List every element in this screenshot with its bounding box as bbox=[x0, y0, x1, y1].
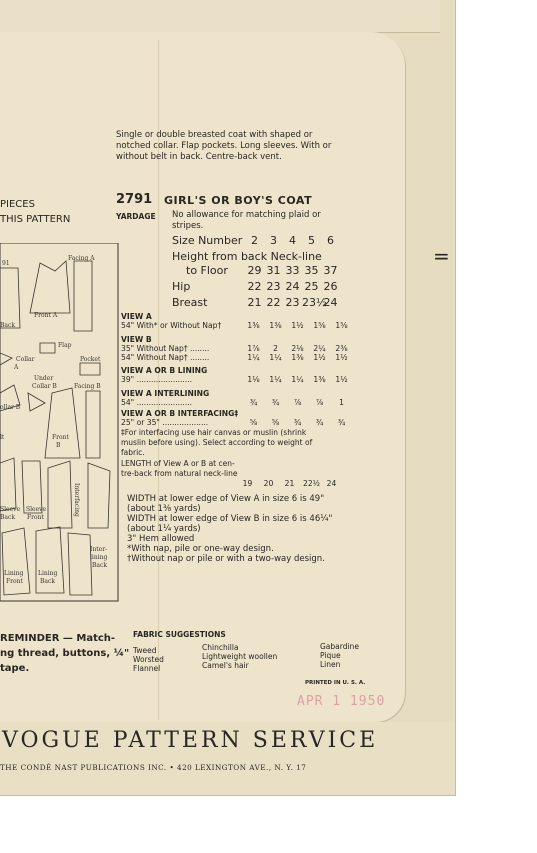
yardage-value: 2¼ bbox=[313, 344, 326, 353]
reminder-line-1: REMINDER — Match- bbox=[0, 633, 116, 644]
size-3: 3 bbox=[270, 234, 277, 247]
fabric-heading: FABRIC SUGGESTIONS bbox=[133, 630, 226, 639]
yardage-value: 2⅜ bbox=[335, 344, 348, 353]
piece-label: Collar bbox=[16, 356, 35, 363]
pattern-number: 2791 bbox=[116, 192, 153, 207]
piece-label: lining bbox=[90, 554, 108, 561]
fabric-item: Tweed bbox=[133, 646, 157, 655]
width-b-note-1: WIDTH at lower edge of View B in size 6 is 46¼" bbox=[127, 514, 333, 524]
yardage-value: 1⅜ bbox=[313, 375, 326, 384]
breast-value: 22 bbox=[266, 296, 281, 309]
yardage-section-heading: VIEW A OR B LINING bbox=[121, 366, 208, 375]
width-a-note-1: WIDTH at lower edge of View A in size 6 is 49" bbox=[127, 494, 325, 504]
yardage-value: ¾ bbox=[271, 398, 280, 407]
piece-label: Sleeve bbox=[0, 506, 21, 513]
fabric-item: Chinchilla bbox=[202, 643, 239, 652]
hip-label: Hip bbox=[172, 280, 191, 293]
height-value: 31 bbox=[266, 264, 281, 277]
fabric-item: Pique bbox=[320, 651, 341, 660]
yardage-section-heading: VIEW B bbox=[121, 335, 152, 344]
piece-label: Under bbox=[34, 375, 54, 382]
yardage-row-values bbox=[246, 375, 349, 384]
size-4: 4 bbox=[289, 234, 296, 247]
fold-mark: = bbox=[433, 244, 450, 268]
nap-note-2: †Without nap or pile or with a two-way design. bbox=[127, 554, 325, 564]
yardage-value: 1¼ bbox=[291, 375, 304, 384]
piece-under-collar-b-outline bbox=[28, 393, 45, 411]
vogue-pattern-service: VOGUE PATTERN SERVICE bbox=[2, 728, 379, 753]
height-value: 33 bbox=[285, 264, 300, 277]
piece-label: Sleeve bbox=[26, 506, 47, 513]
breast-label: Breast bbox=[172, 296, 208, 309]
hip-value: 23 bbox=[266, 280, 281, 293]
breast-value: 23 bbox=[285, 296, 300, 309]
yardage-value: 1 bbox=[339, 398, 344, 407]
piece-label: Back bbox=[0, 322, 15, 329]
fabric-item: Flannel bbox=[133, 664, 161, 673]
piece-label: Flap bbox=[58, 342, 72, 349]
width-a-note-2: (about 1⅜ yards) bbox=[127, 504, 201, 514]
yardage-value: 2⅛ bbox=[291, 344, 304, 353]
piece-label: Facing A bbox=[68, 255, 95, 262]
yardage-value: 1¼ bbox=[269, 353, 282, 362]
yardage-value: 1⅜ bbox=[291, 353, 304, 362]
yardage-value: 1⅝ bbox=[313, 321, 326, 330]
length-note-2: tre-back from natural neck-line bbox=[121, 469, 238, 478]
yardage-row-label: 25" or 35" ................... bbox=[121, 418, 209, 427]
yardage-value: ¾ bbox=[249, 398, 258, 407]
hip-values bbox=[245, 280, 340, 293]
piece-label: lt bbox=[0, 434, 5, 441]
envelope-top-flap bbox=[0, 0, 440, 33]
piece-front-b-outline bbox=[45, 388, 80, 458]
description-line-2: notched collar. Flap pockets. Long sleeves. With or bbox=[116, 141, 332, 151]
yardage-section-heading: VIEW A INTERLINING bbox=[121, 389, 210, 398]
interfacing-note-2: muslin before using). Select according to weight of bbox=[121, 438, 313, 447]
yardage-value: 1½ bbox=[335, 375, 348, 384]
this-pattern-label: THIS PATTERN bbox=[0, 214, 71, 225]
hip-value: 22 bbox=[247, 280, 262, 293]
height-value: 29 bbox=[247, 264, 262, 277]
size-2: 2 bbox=[251, 234, 258, 247]
yardage-row-values bbox=[246, 344, 349, 353]
length-value: 22½ bbox=[303, 479, 321, 488]
yardage-label: YARDAGE bbox=[116, 212, 156, 221]
fabric-item: Camel's hair bbox=[202, 661, 249, 670]
width-b-note-2: (about 1¼ yards) bbox=[127, 524, 201, 534]
length-value: 24 bbox=[326, 479, 337, 488]
piece-label: B bbox=[56, 442, 61, 449]
description-line-3: without belt in back. Centre-back vent. bbox=[116, 152, 282, 162]
size-5: 5 bbox=[308, 234, 315, 247]
yardage-row-label: 39" ....................... bbox=[121, 375, 193, 384]
breast-value: 23½ bbox=[302, 296, 327, 309]
fabric-item: Linen bbox=[320, 660, 341, 669]
yardage-row-values bbox=[246, 418, 349, 427]
yardage-value: ⅝ bbox=[271, 418, 280, 427]
yardage-value: ¾ bbox=[315, 418, 324, 427]
yardage-value: 1⅝ bbox=[335, 321, 348, 330]
yardage-row-values bbox=[246, 353, 349, 362]
piece-label: Collar B bbox=[32, 383, 57, 390]
yardage-value: 2 bbox=[273, 344, 278, 353]
yardage-value: ¾ bbox=[337, 418, 346, 427]
printed-in-usa: PRINTED IN U. S. A. bbox=[305, 680, 366, 686]
yardage-section-heading: VIEW A OR B INTERFACING‡ bbox=[121, 409, 239, 418]
piece-label: Lining bbox=[38, 570, 58, 577]
piece-pocket-outline bbox=[80, 363, 100, 375]
piece-front-a-outline bbox=[30, 261, 70, 313]
date-stamp: APR 1 1950 bbox=[297, 694, 386, 709]
yardage-value: ⅝ bbox=[249, 418, 258, 427]
piece-collar-a-outline bbox=[0, 353, 12, 365]
height-label-1: Height from back Neck-line bbox=[172, 250, 322, 263]
length-note-1: LENGTH of View A or B at cen- bbox=[121, 459, 235, 468]
piece-label: Pocket bbox=[80, 356, 101, 363]
piece-label: Front bbox=[27, 514, 44, 521]
piece-label: Front bbox=[6, 578, 23, 585]
yardage-value: 1⅜ bbox=[247, 321, 260, 330]
yardage-value: ¾ bbox=[293, 418, 302, 427]
piece-flap-outline bbox=[40, 343, 55, 353]
piece-label: Interfacing bbox=[73, 483, 80, 517]
piece-facing-b-outline bbox=[86, 391, 100, 458]
piece-label: Back bbox=[92, 562, 107, 569]
piece-label: Inter- bbox=[90, 546, 108, 553]
yardage-value: 1½ bbox=[291, 321, 304, 330]
piece-interlining-back-outline bbox=[88, 463, 110, 528]
yardage-row-label: 54" Without Nap† ........ bbox=[121, 353, 210, 362]
description-line-1: Single or double breasted coat with shaped or bbox=[116, 130, 313, 140]
yardage-value: 1¼ bbox=[247, 353, 260, 362]
yardage-value: 1⅜ bbox=[269, 321, 282, 330]
piece-label: Front bbox=[52, 434, 69, 441]
piece-back-outline bbox=[0, 268, 20, 328]
breast-values bbox=[245, 296, 340, 309]
piece-label: A bbox=[14, 364, 19, 371]
yardage-value: 1½ bbox=[313, 353, 326, 362]
yardage-section-heading: VIEW A bbox=[121, 312, 152, 321]
yardage-value: 1⅞ bbox=[247, 344, 260, 353]
yardage-value: 1⅛ bbox=[247, 375, 260, 384]
interfacing-note-1: ‡For interfacing use hair canvas or muslin (shrink bbox=[121, 428, 307, 437]
size-6: 6 bbox=[327, 234, 334, 247]
fabric-item: Lightweight woollen bbox=[202, 652, 278, 661]
length-value: 19 bbox=[242, 479, 253, 488]
nap-note-1: *With nap, pile or one-way design. bbox=[127, 544, 274, 554]
piece-label: Front A bbox=[34, 312, 58, 319]
publisher-address: THE CONDÉ NAST PUBLICATIONS INC. • 420 LEXINGTON AVE., N. Y. 17 bbox=[0, 763, 307, 772]
breast-value: 21 bbox=[247, 296, 262, 309]
yardage-row-values bbox=[246, 398, 349, 407]
hip-value: 24 bbox=[285, 280, 300, 293]
yardage-note-1: No allowance for matching plaid or bbox=[172, 210, 321, 220]
size-number-label: Size Number bbox=[172, 234, 243, 247]
pieces-label: PIECES bbox=[0, 199, 35, 210]
yardage-row-values bbox=[246, 321, 349, 330]
pattern-title: GIRL'S OR BOY'S COAT bbox=[164, 194, 313, 207]
height-value: 37 bbox=[323, 264, 338, 277]
length-values bbox=[240, 479, 339, 488]
fabric-item: Worsted bbox=[133, 655, 164, 664]
pattern-pieces-diagram bbox=[0, 243, 122, 603]
yardage-value: ⅞ bbox=[315, 398, 324, 407]
piece-label: ollar B bbox=[0, 404, 21, 411]
piece-lining-back-2-outline bbox=[68, 533, 92, 595]
piece-label: Lining bbox=[4, 570, 24, 577]
hip-value: 25 bbox=[304, 280, 319, 293]
yardage-value: ⅞ bbox=[293, 398, 302, 407]
interfacing-note-3: fabric. bbox=[121, 448, 145, 457]
hem-note: 3" Hem allowed bbox=[127, 534, 195, 544]
piece-label: 91 bbox=[2, 260, 10, 267]
fabric-item: Gabardine bbox=[320, 642, 359, 651]
height-value: 35 bbox=[304, 264, 319, 277]
piece-facing-a-outline bbox=[74, 261, 92, 331]
piece-sleeve-back-outline bbox=[0, 458, 16, 511]
hip-value: 26 bbox=[323, 280, 338, 293]
yardage-value: 1½ bbox=[335, 353, 348, 362]
yardage-row-label: 54" ....................... bbox=[121, 398, 193, 407]
piece-label: Back bbox=[0, 514, 15, 521]
yardage-value: 1¼ bbox=[269, 375, 282, 384]
piece-label: Facing B bbox=[74, 383, 101, 390]
piece-interfacing-outline bbox=[48, 461, 72, 528]
piece-label: Back bbox=[40, 578, 55, 585]
yardage-row-label: 35" Without Nap† ........ bbox=[121, 344, 210, 353]
height-label-2: to Floor bbox=[186, 264, 228, 277]
breast-value: 24 bbox=[323, 296, 338, 309]
length-value: 21 bbox=[284, 479, 295, 488]
yardage-row-label: 54" With* or Without Nap† bbox=[121, 321, 222, 330]
height-values bbox=[245, 264, 340, 277]
length-value: 20 bbox=[263, 479, 274, 488]
reminder-line-2: ng thread, buttons, ¼" bbox=[0, 648, 130, 659]
reminder-line-3: tape. bbox=[0, 663, 30, 674]
yardage-note-2: stripes. bbox=[172, 221, 204, 231]
size-values bbox=[245, 234, 340, 247]
